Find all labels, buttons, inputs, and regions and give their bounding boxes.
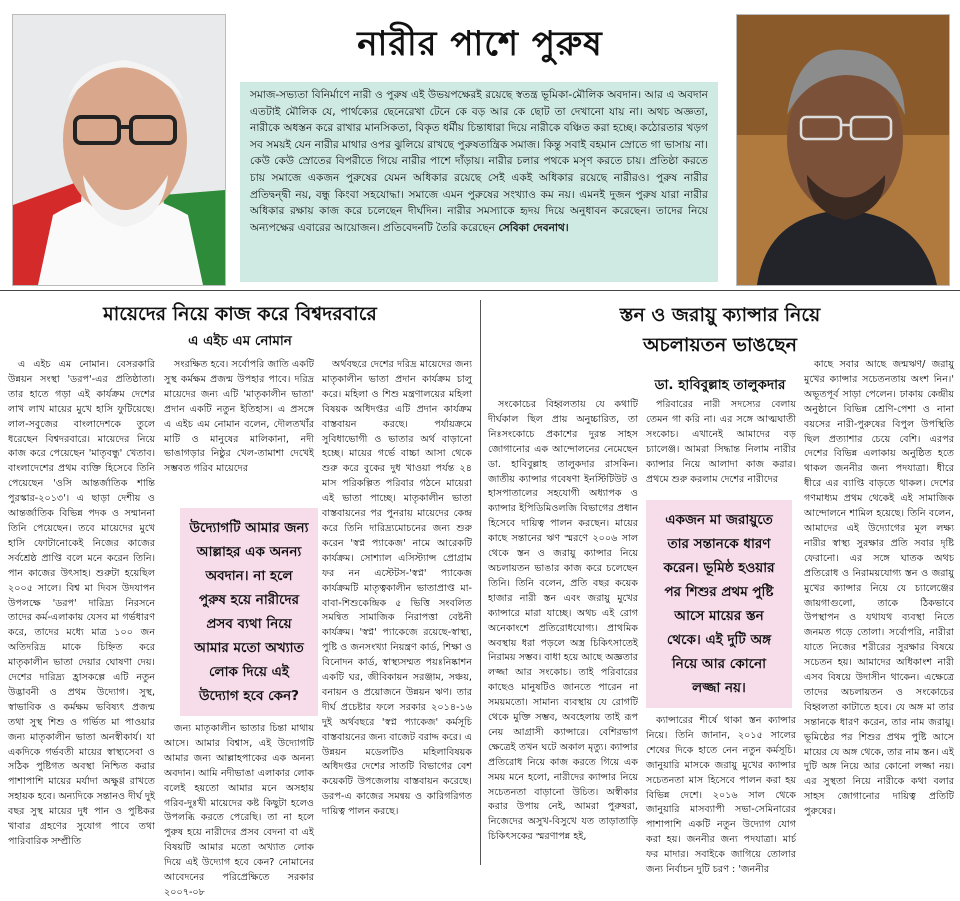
article2-quote-line: আসে মায়ের স্তন [674, 608, 764, 624]
article1-byline: এ এইচ এম নোমান [188, 333, 292, 349]
article2-quote-line: পর শিশুর প্রথম পুষ্টি [664, 584, 774, 600]
article2-col2b-text: ক্যান্সারের শীর্ষে থাকা স্তন ক্যান্সার নিয়ে। তিনি জানান, ২০১৫ সালের শেষের দিকে হাতে নেন নতুন কর্মসূচি। জানুয়ারি মাসকে জরায়ু মুখের ক্যান্সার সচেতনতা মাস হিসেবে পালন করা হয় বিভিন্ন দেশে। ২০১৬ সাল থেকে জানুয়ারি মাসব্যাপী সভা-সেমিনারের পাশাপাশি একটি নতুন উদ্যোগ যোগ করা হয়। জননীর জন্য পদযাত্রা। মার্চ ফর মাদার। সবাইকে জাগিয়ে তোলার জন্য নির্বাচন দুটি চরণ : 'জননীর [646, 715, 796, 876]
article2-col2a-text: পরিবারের নারী সদস্যের বেলায় তেমন গা করি না। এর সঙ্গে আত্মঘাতী সংকোচ। এখানেই আমাদের বড় চ্যালেঞ্জ। আমরা সিদ্ধান্ত নিলাম নারীর ক্যান্সার নিয়ে আলাদা কাজ করার। প্রথমে শুরু করলাম দেশের নারীদের [646, 399, 796, 485]
article2-quote-line: লজ্জা নয়। [692, 680, 746, 696]
article1-headline: মায়েদের নিয়ে কাজ করে বিশ্বদরবারে [103, 303, 377, 325]
article1-col1-text: এ এইচ এম নোমান। বেসরকারি উন্নয়ন সংস্থা 'ডরপ'-এর প্রতিষ্ঠাতা। তার হাতে গড়া এই কার্যক্রম দেশের লাখ লাখ মায়ের মুখে হাসি ফুটিয়েছে। লাল-সবুজের বাংলাদেশকে তুলে ধরেছেন বিশ্বদরবারে। মায়েদের নিয়ে কাজ করে পেয়েছেন 'মাতৃবন্ধু' খেতাব। বাংলাদেশের প্রথম ব্যক্তি হিসেবে তিনি পেয়েছেন 'ওসি আন্তর্জাতিক শান্তি পুরস্কার-২০১৩'। এ ছাড়া দেশীয় ও আন্তর্জাতিক বিভিন্ন পদক ও সম্মাননা তিনি পেয়েছেন। তবে মায়েদের মুখে হাসি ফোটানোকেই নিজের কাজের সর্বশ্রেষ্ঠ প্রাপ্তি বলে মনে করেন তিনি। পান কাজের উৎসাহ। শুরুটা হয়েছিল ২০০৫ সালে। বিশ্ব মা দিবস উদযাপন উপলক্ষে 'ডরপ' দারিদ্র্য নিরসনে তাদের কর্ম-এলাকায় যেসব মা গর্ভধারণ করে, তাদের মধ্যে মাত্র ১০০ জন অতিদরিদ্র মাকে চিহ্নিত করে মাতৃকালীন ভাতা দেয়ার ঘোষণা দেয়। দেশের দারিদ্র্য হ্রাসকল্পে এটি নতুন উদ্ভাবনী ও প্রথম উদ্যোগ। সুস্থ, স্বাভাবিক ও কর্মক্ষম ভবিষ্যৎ প্রজন্ম তথা সুস্থ শিশু ও গর্ভিত মা পাওয়ার জন্য মাতৃকালীন ভাতা অনস্বীকার্য। যা একদিকে গর্ভবতী মায়ের স্বাস্থ্যসেবা ও সঠিক পুষ্টিগত অবস্থা নিশ্চিত করার পাশাপাশি মায়ের মর্যাদা অক্ষুণ্ণ রাখতে সহায়ক হবে। অন্যদিকে সন্তানও দীর্ঘ দুই বছর সুস্থ মায়ের দুধ পান ও পুষ্টিকর খাবার গ্রহণের সুযোগ পাবে তথা পারিবারিক সম্প্রীতি [8, 359, 155, 847]
article1-quote-line: লোক দিয়ে এই [209, 664, 289, 680]
page-title: নারীর পাশে পুরুষ [357, 24, 603, 64]
article2-column-1 [488, 398, 638, 863]
article1-quote-line: উদ্যোগটি আমার জন্য [189, 520, 309, 536]
intro-credit-prefix: প্রতিবেদনটি তৈরি করেছেন [383, 221, 496, 234]
article1-column-3 [322, 358, 472, 863]
article2-pull-quote [646, 500, 792, 708]
article2-col1-text: সংকোচের বিহ্বলতায় যে কথাটি দীর্ঘকাল ছিল প্রায় অনুচ্চারিত, তা নিঃসংকোচে প্রকাশের দুরন্ত সাহস জোগানোর এক আন্দোলনের নেমেছেন ডা. হাবিবুল্লাহ তালুকদার রাসকিন। জাতীয় ক্যান্সার গবেষণা ইনস্টিটিউট ও হাসপাতালের সহযোগী অধ্যাপক ও ক্যান্সার ইপিডিমিওলজি বিভাগের প্রধান হিসেবে দায়িত্ব পালন করছেন। মায়ের কাছে সন্তানের ঋণ স্মরণে ২০০৬ সাল থেকে স্তন ও জরায়ু ক্যান্সার নিয়ে অচলায়তন ভাঙার কাজ করে চলেছেন তিনি। তিনি বলেন, প্রতি বছর কয়েক হাজার নারী স্তন এবং জরায়ু মুখের ক্যান্সারে মারা যাচ্ছে। অথচ এই রোগ অনেকাংশে প্রতিরোধযোগ্য। প্রাথমিক অবস্থায় ধরা পড়লে অস্ত্র চিকিৎসাতেই নিরাময় সম্ভব। বাধা হয়ে আছে অজ্ঞতার লজ্জা আর সংকোচ। তাই পরিবারের কাছেও মানুষটিও জানতে পারেন না সময়মতো। সামান্য ব্যবস্থায় যে রোগটি থেকে মুক্তি সম্ভব, অবহেলায় তাই রূপ নেয় আগ্রাসী ক্যান্সারে। বেশিরভাগ ক্ষেত্রেই তখন ঘটে অকাল মৃত্যু। ক্যান্সার প্রতিরোধ নিয়ে কাজ করতে গিয়ে এক সময় মনে হলো, নারীদের ক্যান্সার নিয়ে সচেতনতা বাড়ানো উচিত। অস্বীকার করার উপায় নেই, আমরা পুরুষরা, নিজেদের অসুখ-বিসুখে যত তাড়াতাড়ি চিকিৎসকের স্মরণাপন্ন হই, [488, 399, 638, 843]
article2-col3-text: কাছে সবার আছে জন্মঋণ/ জরায়ু মুখের ক্যান্সার সচেতনতায় অংশ নিন।' অভূতপূর্ব সাড়া পেলেন। ঢাকায় কেন্দ্রীয় অনুষ্ঠানে বিভিন্ন শ্রেণি-পেশা ও নানা বয়সের নারী-পুরুষের বিপুল উপস্থিতি ছিল প্রত্যাশার চেয়ে বেশি। এরপর দেশের বিভিন্ন এলাকায় অনুষ্ঠিত হতে থাকল জননীর জন্য পদযাত্রা। ধীরে ধীরে এর ব্যাপ্তি বাড়তে থাকল। দেশের গণমাধ্যম প্রথম থেকেই এই সামাজিক আন্দোলনে শামিল হয়েছে। তিনি বলেন, আমাদের এই উদ্যোগের মূল লক্ষ্য নারীর স্বাস্থ্য সুরক্ষার প্রতি সবার দৃষ্টি ফেরানো। এর সঙ্গে ঘাতক অথচ প্রতিরোধ ও নিরাময়যোগ্য স্তন ও জরায়ু মুখের ক্যান্সার নিয়ে যে চ্যালেঞ্জের জায়গাগুলো, তাকে ঠিকভাবে উপস্থাপন ও যথাযথ ব্যবস্থা নিতে জনমত গড়ে তোলা। সর্বোপরি, নারীরা যাতে নিজের শরীরের সুরক্ষার বিষয়ে সচেতন হয়। আমাদের অধিকাংশ নারী এসব বিষয়ে উদাসীন থাকেন। এক্ষেত্রে তাদের অচলায়তন ও সংকোচের বিহ্বলতা কাটাতে হবে। যে অঙ্গ মা তার সন্তানকে ধারণ করেন, তার নাম জরায়ু। ভূমিষ্ঠের পর শিশুর প্রথম পুষ্টি আসে মায়ের যে অঙ্গ থেকে, তার নাম স্তন। এই দুটি অঙ্গ নিয়ে আর কোনো লজ্জা নয়। এর সুস্থতা নিয়ে নারীকে কথা বলার সাহস জোগানোর দায়িত্ব প্রতিটি পুরুষের। [804, 359, 954, 818]
intro-text: সমাজ-সভ্যতা বিনির্মাণে নারী ও পুরুষ এই উভয়পক্ষেরই রয়েছে স্বতন্ত্র ভূমিকা-মৌলিক অবদান। আর এ অবদান এতটাই মৌলিক যে, পার্থক্যের ছেনেরেখা টেনে কে বড় আর কে ছোট তা দেখানো যায় না। অথচ অজ্ঞতা, নারীকে অধস্তন করে রাখার মানসিকতা, বিকৃত ধর্মীয় চিন্তাধারা দিয়ে নারীকে বঞ্চিত করা হচ্ছে। কঠোরতার খড়গ সব সময়ই যেন নারীর মাথার ওপর ঝুলিয়ে রাখছে পুরুষতান্ত্রিক সমাজ। কিন্তু সবাই বহমান স্রোতে গা ভাসায় না। কেউ কেউ স্রোতের বিপরীতে গিয়ে নারীর পাশে দাঁড়ায়। নারীর চলার পথকে মসৃণ করতে চায়। প্রতিষ্ঠা করতে চায় সমাজে একজন পুরুষের যেমন অধিকার রয়েছে সেই একই অধিকার রয়েছে নারীরও। পুরুষ নারীর প্রতিদ্বন্দ্বী নয়, বন্ধু কিংবা সহযোদ্ধা। সমাজে এমন পুরুষের সংখ্যাও কম নয়। এমনই দুজন পুরুষ যারা নারীর অধিকার রক্ষায় কাজ করে চলেছেন দীর্ঘদিন। নারীর সমস্যাকে হৃদয় দিয়ে অনুধাবন করেছেন। তাদের নিয়ে অন্যপক্ষের এবারের আয়োজন। [250, 89, 708, 234]
article2-headline-line1: স্তন ও জরায়ু ক্যান্সার নিয়ে [619, 304, 821, 326]
portrait-habibullah [736, 14, 950, 286]
article1-column-2-top [164, 358, 314, 506]
article2-headline-line2: অচলায়তন ভাঙছেন [643, 334, 797, 356]
article2-column-2-top [646, 398, 796, 500]
article1-col2a-text: সংরক্ষিত হবে। সর্বোপরি জাতি একটি সুস্থ কর্মক্ষম প্রজন্ম উপহার পাবে। দরিদ্র মায়েদের জন্য এটি 'মাতৃকালীন ভাতা' প্রদান একটি নতুন ইতিহাস। এ প্রসঙ্গে এ এইচ এম নোমান বলেন, দৌলতখাঁর মাটি ও মানুষের মালিকানা, নদী ভাঙাগড়ার নিষ্ঠুর খেল-তামাশা দেখেই সম্ভবত গরিব মায়েদের [164, 359, 314, 475]
article1-column-1 [8, 358, 155, 863]
article2-quote-line: থেকে। এই দুটি অঙ্গ [666, 632, 772, 648]
article2-column-2-bottom [646, 714, 796, 876]
article1-pull-quote [180, 508, 318, 716]
intro-box [240, 82, 718, 282]
section-divider [0, 290, 960, 291]
article2-quote-line: নিয়ে আর কোনো [671, 656, 767, 672]
intro-credit-name: সেবিকা দেবনাথ। [498, 221, 569, 234]
article2-byline: ডা. হাবিবুল্লাহ তালুকদার [654, 377, 786, 393]
article2-quote-line: তার সন্তানকে ধারণ [667, 536, 771, 552]
article1-quote-line: আল্লাহর এক অনন্য [196, 544, 302, 560]
article1-col3-text: অর্থবছরে দেশের দরিদ্র মায়েদের জন্য মাতৃকালীন ভাতা প্রদান কার্যক্রম চালু করে। মহিলা ও শিশু মন্ত্রণালয়ের মহিলা বিষয়ক অধিদপ্তর এটি প্রদান কার্যক্রম বাস্তবায়ন করছে। পর্যায়ক্রমে সুবিধাভোগী ও ভাতার অর্থ বাড়ানো হচ্ছে। মায়ের গর্ভে বাচ্চা আসা থেকে শুরু করে বুকের দুধ খাওয়া পর্যন্ত ২৪ মাস পরিকল্পিত পরিবার গঠনে মায়েরা এই ভাতা পাচ্ছে। মাতৃকালীন ভাতা বাস্তবায়নের পর পুনরায় মায়েদের কেন্দ্র করে তিনি দারিদ্র্যমোচনের জন্য শুরু করেন 'স্বপ্ন প্যাকেজ' নামে আরেকটি কার্যক্রম। সোশ্যাল এসিস্ট্যান্স প্রোগ্রাম ফর নন এস্টেটস-'স্বপ্ন' প্যাকেজ কার্যক্রমটি মাতৃত্বকালীন ভাতাপ্রাপ্ত মা-বাবা-শিশুকেন্দ্রিক ৫ ভিত্তি সংবলিত সমন্বিত সামাজিক নিরাপত্তা বেষ্টনী কার্যক্রম। 'স্বপ্ন' প্যাকেজে রয়েছে-স্বাস্থ্য, পুষ্টি ও জনসংখ্যা নিয়ন্ত্রণ কার্ড, শিক্ষা ও বিনোদন কার্ড, স্বাস্থ্যসম্মত পয়ঃনিষ্কাশন একটি ঘর, জীবিকায়ন সরঞ্জাম, সঞ্চয়, বনায়ন ও প্রয়োজনে উন্নয়ন ঋণ। তার দীর্ঘ প্রচেষ্টার ফলে সরকার ২০১৪-১৬ দুই অর্থবছরে 'স্বপ্ন প্যাকেজ' কর্মসূচি বাস্তবায়নের জন্য বাজেট বরাদ্দ করে। এ উন্নয়ন মডেলটিও মহিলাবিষয়ক অধিদপ্তর দেশের সাতটি বিভাগের বেশ কয়েকটি উপজেলায় বাস্তবায়ন করেছে। ডরপ-এ কাজের সমন্বয় ও কারিগরিগত দায়িত্ব পালন করছে। [322, 359, 472, 818]
article2-column-3 [804, 358, 954, 863]
article1-quote-line: উদ্যোগ হবে কেন? [199, 688, 299, 704]
article1-quote-line: পুরুষ হয়ে নারীদের [198, 592, 300, 608]
article1-quote-line: প্রসব ব্যথা নিয়ে [206, 616, 292, 632]
article2-quote-line: একজন মা জরায়ুতে [665, 512, 773, 528]
article1-column-2-bottom [164, 722, 314, 898]
article2-quote-line: করেন। ভূমিষ্ঠ হওয়ার [663, 560, 775, 576]
article2-headline [480, 300, 960, 360]
article1-col2b-text: জন্য মাতৃকালীন ভাতার চিন্তা মাথায় আসে। আমার বিশ্বাস, এই উদ্যোগটি আমার জন্য আল্লাহপাকের এক অনন্য অবদান। আমি নদীভাঙা এলাকার লোক বলেই হয়তো আমার মনে অসহায় গরিব-দুঃখী মায়েদের কষ্ট কিছুটা হলেও উপলব্ধি করতে পেরেছি। তা না হলে পুরুষ হয়ে নারীদের প্রসব বেদনা বা এই বিষয়টি আমার মতো অখ্যাত লোক দিয়ে এই উদ্যোগ হবে কেন? নোমানের আবেদনের পরিপ্রেক্ষিতে সরকার ২০০৭-০৮ [164, 723, 314, 898]
article1-quote-line: আমার মতো অখ্যাত [194, 640, 304, 656]
portrait-noman [12, 14, 226, 286]
article1-quote-line: অবদান। না হলে [205, 568, 293, 584]
